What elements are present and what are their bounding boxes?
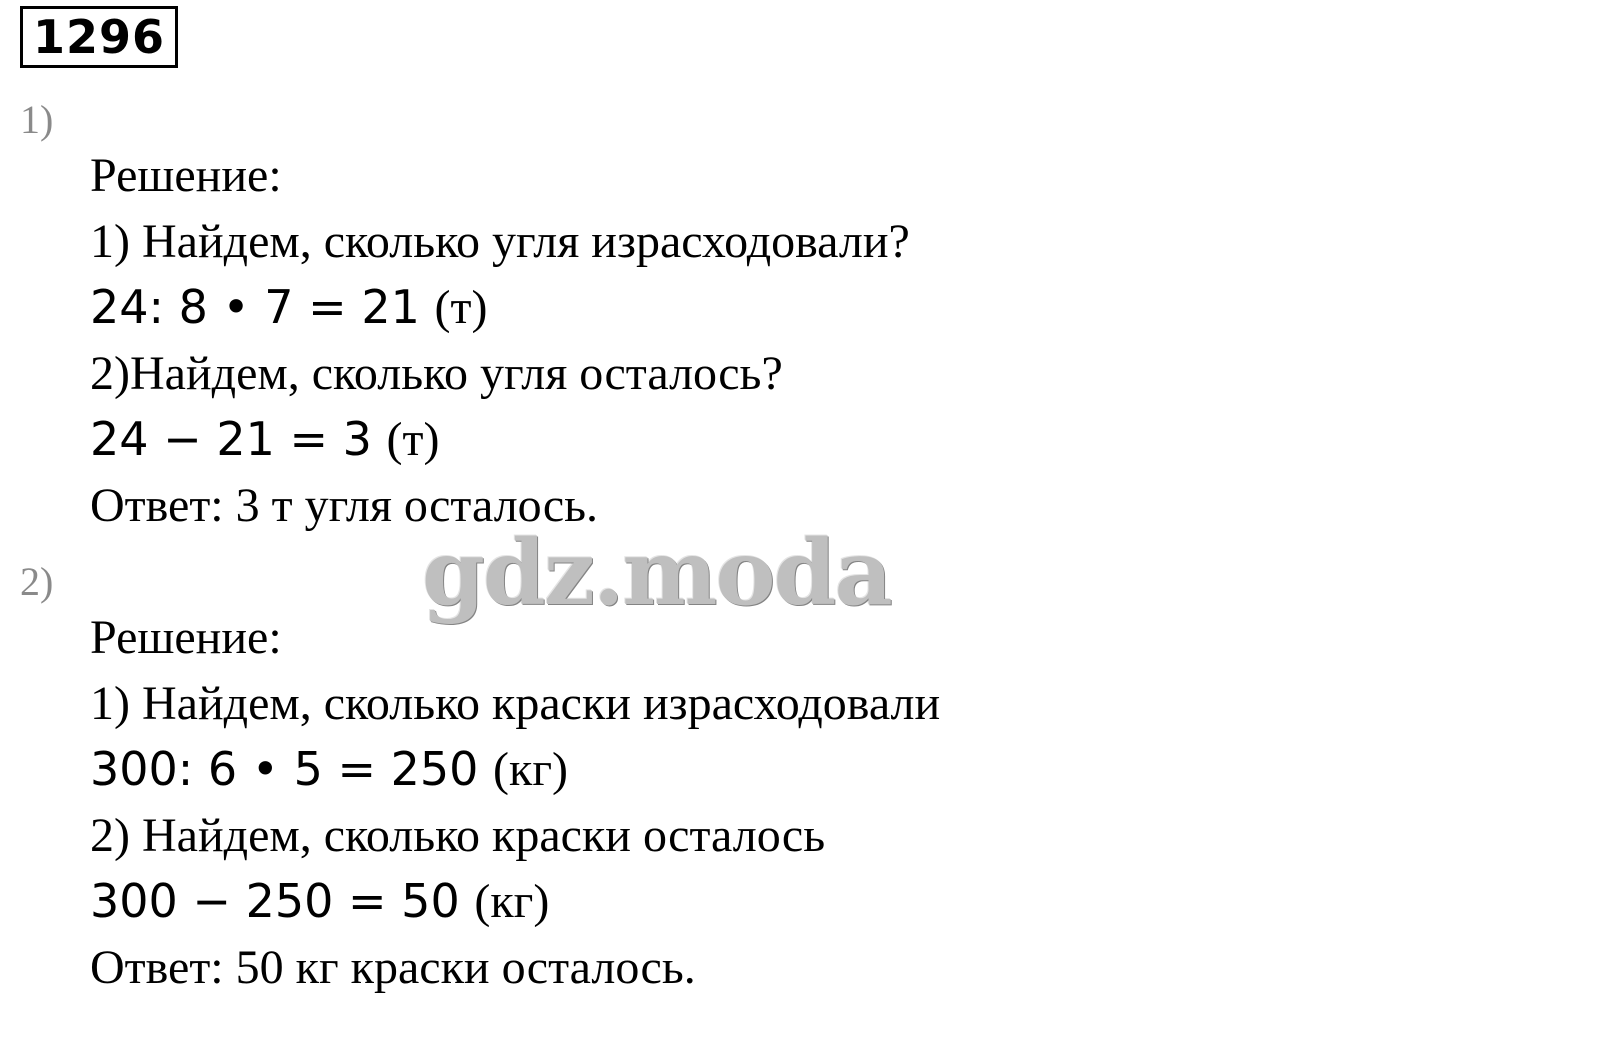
part-2-step-1-equation: [90, 742, 569, 796]
part-2-step-2-expression: 300 − 250 = 50: [90, 874, 460, 928]
part-2-solution-label: Решение:: [90, 611, 282, 664]
part-1-solution-label: Решение:: [90, 149, 282, 202]
part-2-step-1-expression: 300: 6 • 5 = 250: [90, 742, 479, 796]
part-1-step-2-equation: [90, 412, 440, 466]
part-1-step-1-expression: 24: 8 • 7 = 21: [90, 280, 420, 334]
part-1-step-2-text: 2)Найдем, сколько угля осталось?: [90, 347, 783, 400]
part-1-step-1-unit: (т): [434, 281, 488, 334]
part-2-answer: Ответ: 50 кг краски осталось.: [90, 941, 696, 994]
part-2-step-2-unit: (кг): [474, 875, 550, 928]
part-2-step-1-text: 1) Найдем, сколько краски израсходовали: [90, 677, 941, 730]
part-1-step-1-text: 1) Найдем, сколько угля израсходовали?: [90, 215, 910, 268]
part-2-step-2-equation: [90, 874, 550, 928]
part-1-step-1-equation: [90, 280, 488, 334]
part-1-step-2-expression: 24 − 21 = 3: [90, 412, 372, 466]
part-1-marker: 1): [20, 97, 54, 142]
task-number-box: 1296: [20, 6, 178, 68]
part-2-step-1-unit: (кг): [493, 743, 569, 796]
watermark: gdz.moda: [422, 520, 891, 626]
part-2-step-2-text: 2) Найдем, сколько краски осталось: [90, 809, 826, 862]
part-2-marker: 2): [20, 559, 54, 604]
part-1-answer: Ответ: 3 т угля осталось.: [90, 479, 599, 532]
part-1-step-2-unit: (т): [386, 413, 440, 466]
